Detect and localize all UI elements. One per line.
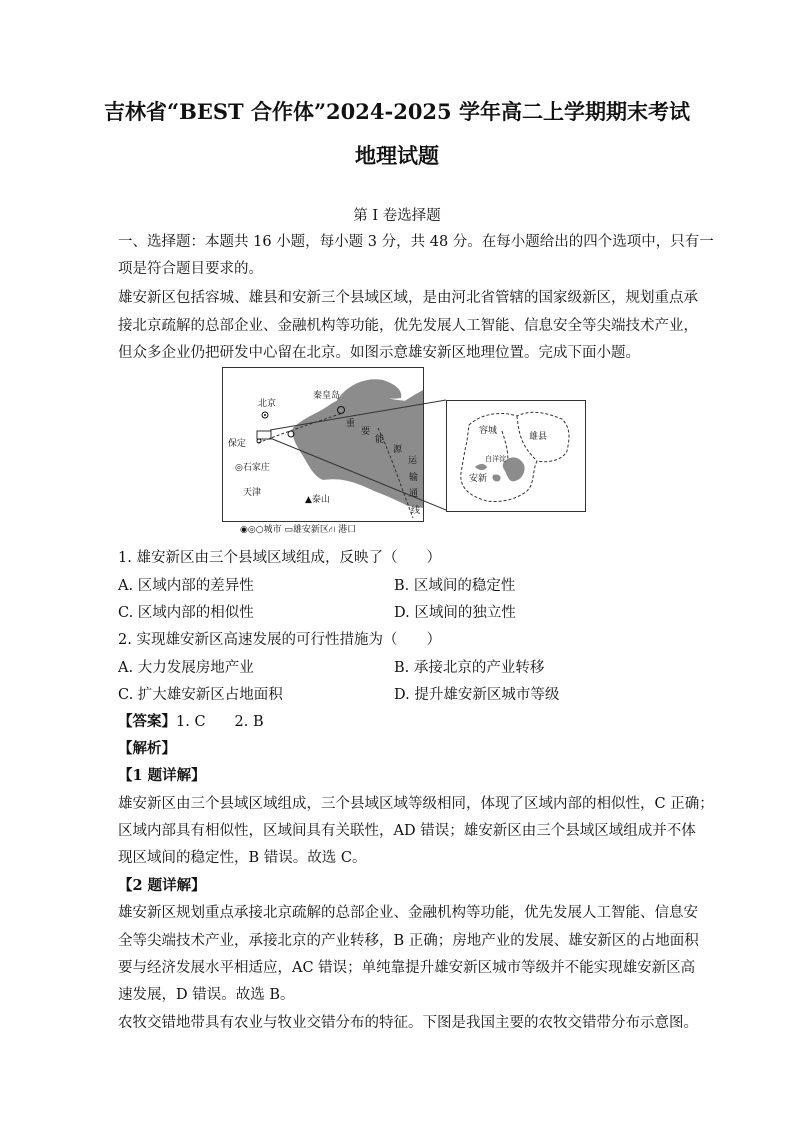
inset-label-baiyangdian: 白洋淀 [485,455,506,463]
analysis-label: 【解析】 [118,740,176,757]
q2-analysis-line: 速发展，D 错误。故选 B。 [118,987,295,1003]
map-label-route-char: 要 [361,427,371,437]
section-intro-line: 项是符合题目要求的。 [118,261,263,277]
inset-label-rongcheng: 容城 [479,426,498,436]
map-label-route-char: 能 [375,435,385,445]
question-option: A. 区域内部的差异性 [118,578,254,594]
map-label-beijing: 北京 [258,399,277,409]
map-label-qinhuangdao: 秦皇岛 [313,391,341,401]
answer-text: 1. C 2. B [176,714,264,730]
document-subtitle: 地理试题 [355,143,439,168]
q1-analysis-line: 区域内部具有相似性，区域间具有关联性，AD 错误；雄安新区由三个县域区域组成并不体 [118,823,696,839]
q1-analysis-line: 雄安新区由三个县域区域组成，三个县域区域等级相同，体现了区域内部的相似性，C 正确； [118,796,714,812]
q2-analysis-line: 雄安新区规划重点承接北京疏解的总部企业、金融机构等功能，优先发展人工智能、信息安 [118,905,698,921]
q1-analysis-line: 现区域间的稳定性，B 错误。故选 C。 [118,850,367,866]
inset-label-anxin: 安新 [469,474,488,484]
inset-map [446,400,586,512]
passage-line: 接北京疏解的总部企业、金融机构等功能，优先发展人工智能、信息安全等尖端技术产业， [118,318,698,334]
map-label-route-char: 源 [393,445,403,455]
map-label-baoding: 保定 [228,439,247,449]
q2-analysis-line: 全等尖端技术产业，承接北京的产业转移，B 正确；房地产业的发展、雄安新区的占地面积 [118,933,699,949]
question-stem: 2. 实现雄安新区高速发展的可行性措施为（ ） [118,632,441,648]
map-label-route-char: 线 [411,506,421,516]
answer-label: 【答案】 [118,713,176,730]
q1-analysis-label: 【1 题详解】 [118,767,206,784]
section-heading: 第 I 卷选择题 [353,208,441,224]
question-option: D. 区域间的独立性 [394,605,516,621]
question-stem: 1. 雄安新区由三个县域区域组成，反映了（ ） [118,550,441,566]
map-label-route-char: 运 [408,456,418,466]
q2-analysis-label: 【2 题详解】 [118,877,206,894]
answer-line [118,710,264,731]
map-legend: ◉◎○城市 ▭雄安新区⛙ 港口 [240,525,357,535]
question-option: D. 提升雄安新区城市等级 [394,687,560,703]
map-label-taishan: ▲泰山 [305,495,330,505]
question-option: C. 区域内部的相似性 [118,605,254,621]
passage-line: 雄安新区包括容城、雄县和安新三个县域区域，是由河北省管辖的国家级新区，规划重点承 [118,290,698,306]
next-passage-line: 农牧交错地带具有农业与牧业交错分布的特征。下图是我国主要的农牧交错带分布示意图。 [118,1015,698,1031]
map-label-route-char: 输 [409,473,419,483]
question-option: A. 大力发展房地产业 [118,660,254,676]
inset-label-xiongxian: 雄县 [529,432,548,442]
q2-analysis-line: 要与经济发展水平相适应，AC 错误；单纯靠提升雄安新区城市等级并不能实现雄安新区高 [118,960,696,976]
map-label-route-char: 重 [346,419,356,429]
question-option: B. 承接北京的产业转移 [394,660,545,676]
map-label-route-char: 通 [409,489,419,499]
question-option: B. 区域间的稳定性 [394,578,516,594]
passage-line: 但众多企业仍把研发中心留在北京。如图示意雄安新区地理位置。完成下面小题。 [118,345,640,361]
map-label-tianjin: 天津 [243,488,262,498]
question-option: C. 扩大雄安新区占地面积 [118,687,283,703]
section-intro-line: 一、选择题：本题共 16 小题，每小题 3 分，共 48 分。在每小题给出的四个选项中，只有一 [118,234,714,250]
map-label-shijiazhuang: ◎石家庄 [235,463,270,473]
document-title: 吉林省“BEST 合作体”2024-2025 学年高二上学期期末考试 [104,99,690,124]
